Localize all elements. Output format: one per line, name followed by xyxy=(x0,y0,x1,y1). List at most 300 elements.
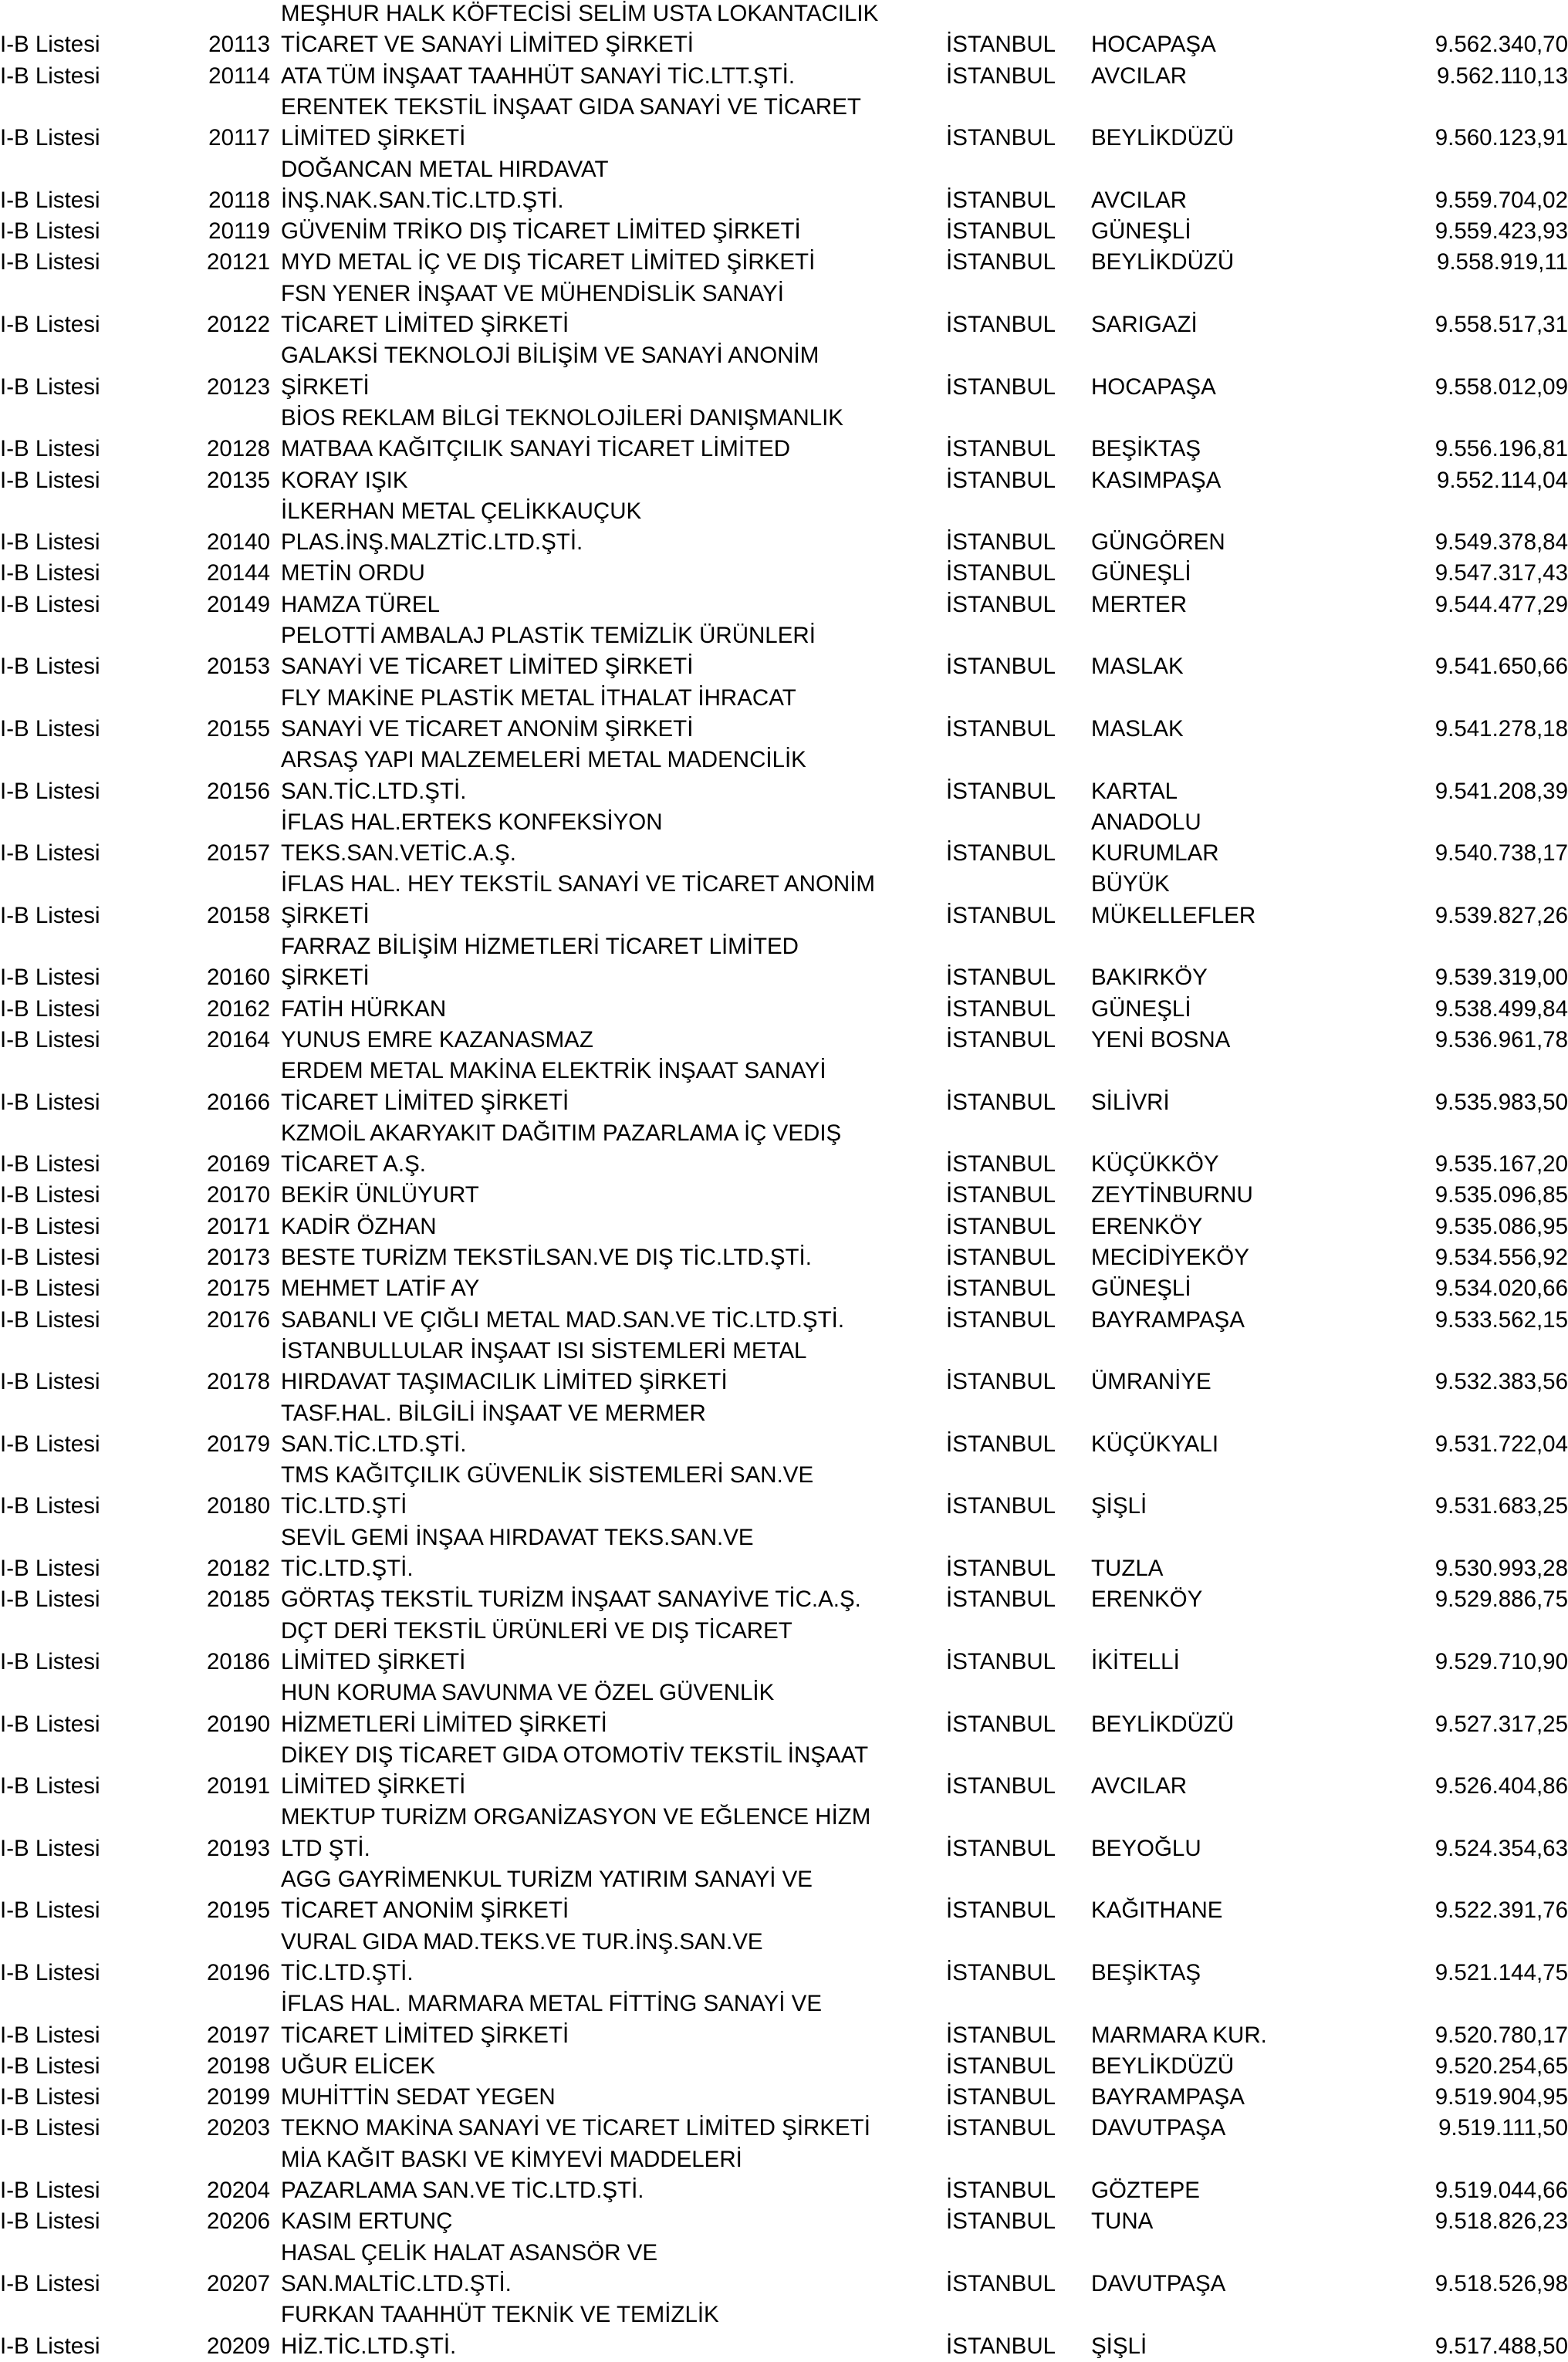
company-name-cell: ARSAŞ YAPI MALZEMELERİ METAL MADENCİLİK xyxy=(281,747,806,773)
city-cell: İSTANBUL xyxy=(946,1213,1056,1239)
list-cell: I-B Listesi xyxy=(0,1369,100,1395)
amount-cell-text: 9.562.340,70 xyxy=(1435,32,1568,58)
company-name-cell: FSN YENER İNŞAAT VE MÜHENDİSLİK SANAYİ xyxy=(281,280,784,306)
amount-cell-text: 9.519.904,95 xyxy=(1435,2084,1568,2110)
number-cell-text: 20195 xyxy=(206,1897,270,1924)
company-name-cell: HAMZA TÜREL xyxy=(281,591,440,617)
company-name-cell: ŞİRKETİ xyxy=(281,902,370,928)
company-name-cell: TMS KAĞITÇILIK GÜVENLİK SİSTEMLERİ SAN.VE xyxy=(281,1462,814,1488)
table-row xyxy=(0,1553,1568,1584)
company-name-cell: İFLAS HAL.ERTEKS KONFEKSİYON xyxy=(281,809,663,835)
list-cell: I-B Listesi xyxy=(0,2115,100,2141)
number-cell-text: 20173 xyxy=(206,1245,270,1270)
number-cell-text: 20113 xyxy=(208,32,270,58)
amount-cell-text: 9.552.114,04 xyxy=(1436,467,1568,493)
city-cell: İSTANBUL xyxy=(946,715,1056,742)
table-row xyxy=(0,1460,1568,1491)
table-row xyxy=(0,651,1568,682)
list-cell: I-B Listesi xyxy=(0,902,100,928)
district-cell: KASIMPAŞA xyxy=(1091,467,1222,493)
number-cell-text: 20140 xyxy=(206,529,270,556)
company-name-cell: İFLAS HAL. HEY TEKSTİL SANAYİ VE TİCARET ANONİM xyxy=(281,871,875,897)
amount-cell-text: 9.519.044,66 xyxy=(1435,2178,1568,2203)
number-cell-text: 20170 xyxy=(206,1182,270,1208)
company-name-cell: İNŞ.NAK.SAN.TİC.LTD.ŞTİ. xyxy=(281,187,564,213)
list-cell: I-B Listesi xyxy=(0,1648,100,1674)
table-row xyxy=(0,2020,1568,2051)
number-cell-text: 20166 xyxy=(206,1089,270,1115)
amount-cell-text: 9.534.556,92 xyxy=(1435,1245,1568,1270)
amount-cell-text: 9.518.826,23 xyxy=(1435,2208,1568,2235)
table-row xyxy=(0,2206,1568,2237)
list-cell: I-B Listesi xyxy=(0,2022,100,2048)
company-name-cell: DOĞANCAN METAL HIRDAVAT xyxy=(281,156,609,182)
amount-cell-text: 9.534.020,66 xyxy=(1435,1276,1568,1302)
table-row xyxy=(0,1989,1568,2019)
city-cell: İSTANBUL xyxy=(946,1431,1056,1457)
list-cell: I-B Listesi xyxy=(0,125,100,151)
company-name-cell: TİCARET VE SANAYİ LİMİTED ŞİRKETİ xyxy=(281,32,694,58)
company-name-cell: İLKERHAN METAL ÇELİKKAUÇUK xyxy=(281,498,642,524)
list-cell: I-B Listesi xyxy=(0,2053,100,2079)
company-name-cell: TİCARET LİMİTED ŞİRKETİ xyxy=(281,312,569,337)
amount-cell-text: 9.540.738,17 xyxy=(1435,840,1568,867)
amount-cell-text: 9.535.983,50 xyxy=(1435,1089,1568,1115)
city-cell: İSTANBUL xyxy=(946,1586,1056,1613)
amount-cell-text: 9.535.096,85 xyxy=(1435,1182,1568,1208)
table-row xyxy=(0,1616,1568,1647)
number-cell-text: 20169 xyxy=(206,1151,270,1178)
list-cell: I-B Listesi xyxy=(0,1835,100,1861)
company-name-cell: TİCARET ANONİM ŞİRKETİ xyxy=(281,1897,569,1924)
district-cell: ANADOLU xyxy=(1091,809,1201,835)
list-cell: I-B Listesi xyxy=(0,1276,100,1302)
district-cell: KÜÇÜKKÖY xyxy=(1091,1151,1219,1178)
table-row xyxy=(0,1056,1568,1086)
company-name-cell: ERDEM METAL MAKİNA ELEKTRİK İNŞAAT SANAYİ xyxy=(281,1058,826,1084)
list-cell: I-B Listesi xyxy=(0,32,100,58)
district-cell: GÜNEŞLİ xyxy=(1091,560,1191,586)
number-cell-text: 20185 xyxy=(206,1586,270,1613)
company-name-cell: İSTANBULLULAR İNŞAAT ISI SİSTEMLERİ METAL xyxy=(281,1337,807,1363)
amount-cell-text: 9.531.683,25 xyxy=(1435,1493,1568,1519)
table-row xyxy=(0,1740,1568,1771)
amount-cell-text: 9.556.196,81 xyxy=(1435,436,1568,462)
city-cell: İSTANBUL xyxy=(946,1369,1056,1395)
number-cell-text: 20180 xyxy=(206,1493,270,1519)
table-row xyxy=(0,2269,1568,2299)
list-cell: I-B Listesi xyxy=(0,218,100,245)
table-row xyxy=(0,185,1568,216)
district-cell: ERENKÖY xyxy=(1091,1213,1203,1239)
company-name-cell: UĞUR ELİCEK xyxy=(281,2053,435,2079)
table-row xyxy=(0,1149,1568,1180)
amount-cell-text: 9.527.317,25 xyxy=(1435,1711,1568,1737)
city-cell: İSTANBUL xyxy=(946,2208,1056,2235)
company-name-cell: MYD METAL İÇ VE DIŞ TİCARET LİMİTED ŞİRKETİ xyxy=(281,249,816,275)
table-row xyxy=(0,372,1568,403)
company-name-cell: GÜVENİM TRİKO DIŞ TİCARET LİMİTED ŞİRKETİ xyxy=(281,218,801,245)
table-row xyxy=(0,527,1568,558)
table-row xyxy=(0,683,1568,714)
company-name-cell: LİMİTED ŞİRKETİ xyxy=(281,1648,466,1674)
list-cell: I-B Listesi xyxy=(0,436,100,462)
district-cell: MASLAK xyxy=(1091,654,1184,680)
district-cell: MERTER xyxy=(1091,591,1188,617)
amount-cell-text: 9.558.012,09 xyxy=(1435,373,1568,400)
table-row xyxy=(0,620,1568,651)
city-cell: İSTANBUL xyxy=(946,1026,1056,1053)
table-row xyxy=(0,1927,1568,1958)
amount-cell-text: 9.532.383,56 xyxy=(1435,1369,1568,1395)
number-cell-text: 20121 xyxy=(206,249,270,275)
city-cell: İSTANBUL xyxy=(946,1711,1056,1737)
district-cell: KAĞITHANE xyxy=(1091,1897,1223,1924)
list-cell: I-B Listesi xyxy=(0,1026,100,1053)
company-name-cell: SAN.MALTİC.LTD.ŞTİ. xyxy=(281,2270,512,2296)
amount-cell-text: 9.558.517,31 xyxy=(1435,312,1568,337)
company-name-cell: BİOS REKLAM BİLGİ TEKNOLOJİLERİ DANIŞMANLIK xyxy=(281,404,843,431)
company-name-cell: TİCARET LİMİTED ŞİRKETİ xyxy=(281,2022,569,2048)
list-cell: I-B Listesi xyxy=(0,2270,100,2296)
city-cell: İSTANBUL xyxy=(946,995,1056,1022)
city-cell: İSTANBUL xyxy=(946,467,1056,493)
district-cell: BEŞİKTAŞ xyxy=(1091,1959,1201,1985)
list-cell: I-B Listesi xyxy=(0,840,100,867)
list-cell: I-B Listesi xyxy=(0,591,100,617)
table-row xyxy=(0,1833,1568,1864)
table-row xyxy=(0,1305,1568,1336)
city-cell: İSTANBUL xyxy=(946,2115,1056,2141)
list-cell: I-B Listesi xyxy=(0,2208,100,2235)
company-name-cell: TEKNO MAKİNA SANAYİ VE TİCARET LİMİTED ŞİRKETİ xyxy=(281,2115,870,2141)
table-row xyxy=(0,994,1568,1025)
list-cell: I-B Listesi xyxy=(0,1245,100,1270)
amount-cell-text: 9.559.423,93 xyxy=(1435,218,1568,245)
city-cell: İSTANBUL xyxy=(946,2022,1056,2048)
table-row xyxy=(0,247,1568,278)
number-cell-text: 20135 xyxy=(206,467,270,493)
amount-cell-text: 9.541.278,18 xyxy=(1435,715,1568,742)
number-cell-text: 20207 xyxy=(206,2270,270,2296)
table-row xyxy=(0,1180,1568,1211)
table-row xyxy=(0,309,1568,340)
city-cell: İSTANBUL xyxy=(946,1835,1056,1861)
amount-cell-text: 9.526.404,86 xyxy=(1435,1773,1568,1799)
company-name-cell: MEHMET LATİF AY xyxy=(281,1276,480,1302)
company-name-cell: MATBAA KAĞITÇILIK SANAYİ TİCARET LİMİTED xyxy=(281,436,791,462)
company-name-cell: KADİR ÖZHAN xyxy=(281,1213,437,1239)
table-row xyxy=(0,1958,1568,1989)
list-cell: I-B Listesi xyxy=(0,373,100,400)
company-name-cell: SEVİL GEMİ İNŞAA HIRDAVAT TEKS.SAN.VE xyxy=(281,1524,754,1550)
district-cell: KURUMLAR xyxy=(1091,840,1219,867)
company-name-cell: MUHİTTİN SEDAT YEGEN xyxy=(281,2084,556,2110)
company-name-cell: FARRAZ BİLİŞİM HİZMETLERİ TİCARET LİMİTED xyxy=(281,934,799,959)
company-name-cell: LTD ŞTİ. xyxy=(281,1835,370,1861)
company-name-cell: ŞİRKETİ xyxy=(281,965,370,991)
amount-cell-text: 9.535.086,95 xyxy=(1435,1213,1568,1239)
district-cell: TUNA xyxy=(1091,2208,1154,2235)
list-cell: I-B Listesi xyxy=(0,1711,100,1737)
list-cell: I-B Listesi xyxy=(0,249,100,275)
city-cell: İSTANBUL xyxy=(946,1897,1056,1924)
company-name-cell: LİMİTED ŞİRKETİ xyxy=(281,125,466,151)
number-cell-text: 20158 xyxy=(206,902,270,928)
company-name-cell: KZMOİL AKARYAKIT DAĞITIM PAZARLAMA İÇ VEDIŞ xyxy=(281,1120,842,1146)
number-cell-text: 20206 xyxy=(206,2208,270,2235)
amount-cell-text: 9.529.710,90 xyxy=(1435,1648,1568,1674)
table-row xyxy=(0,1678,1568,1708)
city-cell: İSTANBUL xyxy=(946,1276,1056,1302)
table-row xyxy=(0,1802,1568,1833)
number-cell-text: 20144 xyxy=(206,560,270,586)
city-cell: İSTANBUL xyxy=(946,654,1056,680)
list-cell: I-B Listesi xyxy=(0,1089,100,1115)
number-cell-text: 20186 xyxy=(206,1648,270,1674)
company-name-cell: SAN.TİC.LTD.ŞTİ. xyxy=(281,1431,467,1457)
table-row xyxy=(0,1087,1568,1118)
district-cell: ZEYTİNBURNU xyxy=(1091,1182,1253,1208)
city-cell: İSTANBUL xyxy=(946,436,1056,462)
list-cell: I-B Listesi xyxy=(0,560,100,586)
company-name-cell: FLY MAKİNE PLASTİK METAL İTHALAT İHRACAT xyxy=(281,684,796,711)
amount-cell-text: 9.541.208,39 xyxy=(1435,778,1568,804)
list-cell: I-B Listesi xyxy=(0,529,100,556)
number-cell-text: 20114 xyxy=(208,63,270,89)
amount-cell-text: 9.520.780,17 xyxy=(1435,2022,1568,2048)
table-row xyxy=(0,1025,1568,1056)
district-cell: DAVUTPAŞA xyxy=(1091,2115,1226,2141)
amount-cell-text: 9.520.254,65 xyxy=(1435,2053,1568,2079)
number-cell-text: 20197 xyxy=(206,2022,270,2048)
district-cell: AVCILAR xyxy=(1091,187,1188,213)
list-cell: I-B Listesi xyxy=(0,2178,100,2203)
district-cell: BAYRAMPAŞA xyxy=(1091,2084,1245,2110)
company-name-cell: MİA KAĞIT BASKI VE KİMYEVİ MADDELERİ xyxy=(281,2146,742,2172)
city-cell: İSTANBUL xyxy=(946,1648,1056,1674)
company-name-cell: HİZ.TİC.LTD.ŞTİ. xyxy=(281,2333,457,2359)
city-cell: İSTANBUL xyxy=(946,1959,1056,1985)
district-cell: ÜMRANİYE xyxy=(1091,1369,1211,1395)
table-row xyxy=(0,1709,1568,1740)
list-cell: I-B Listesi xyxy=(0,63,100,89)
company-name-cell: TİCARET A.Ş. xyxy=(281,1151,426,1178)
amount-cell-text: 9.519.111,50 xyxy=(1438,2115,1568,2141)
amount-cell-text: 9.559.704,02 xyxy=(1435,187,1568,213)
company-name-cell: SANAYİ VE TİCARET LİMİTED ŞİRKETİ xyxy=(281,654,694,680)
list-cell: I-B Listesi xyxy=(0,1959,100,1985)
number-cell-text: 20175 xyxy=(206,1276,270,1302)
amount-cell-text: 9.517.488,50 xyxy=(1435,2333,1568,2359)
table-row xyxy=(0,1242,1568,1273)
table-row xyxy=(0,434,1568,465)
city-cell: İSTANBUL xyxy=(946,1306,1056,1333)
table-row xyxy=(0,1367,1568,1397)
company-name-cell: HİZMETLERİ LİMİTED ŞİRKETİ xyxy=(281,1711,607,1737)
table-row xyxy=(0,1864,1568,1895)
company-name-cell: BEKİR ÜNLÜYURT xyxy=(281,1182,479,1208)
city-cell: İSTANBUL xyxy=(946,218,1056,245)
table-row xyxy=(0,838,1568,869)
list-cell: I-B Listesi xyxy=(0,1773,100,1799)
district-cell: MECİDİYEKÖY xyxy=(1091,1245,1249,1270)
table-row xyxy=(0,1647,1568,1678)
company-name-cell: HIRDAVAT TAŞIMACILIK LİMİTED ŞİRKETİ xyxy=(281,1369,728,1395)
list-cell: I-B Listesi xyxy=(0,1306,100,1333)
district-cell: ŞİŞLİ xyxy=(1091,2333,1147,2359)
list-cell: I-B Listesi xyxy=(0,1897,100,1924)
table-row xyxy=(0,1398,1568,1429)
district-cell: BEŞİKTAŞ xyxy=(1091,436,1201,462)
company-name-cell: MEŞHUR HALK KÖFTECİSİ SELİM USTA LOKANTACILIK xyxy=(281,1,879,26)
district-cell: ERENKÖY xyxy=(1091,1586,1203,1613)
amount-cell-text: 9.560.123,91 xyxy=(1435,125,1568,151)
amount-cell-text: 9.539.319,00 xyxy=(1435,965,1568,991)
district-cell: GÜNEŞLİ xyxy=(1091,1276,1191,1302)
table-row xyxy=(0,2238,1568,2269)
district-cell: KÜÇÜKYALI xyxy=(1091,1431,1219,1457)
table-row xyxy=(0,1895,1568,1926)
district-cell: SARIGAZİ xyxy=(1091,312,1198,337)
amount-cell-text: 9.521.144,75 xyxy=(1435,1959,1568,1985)
number-cell-text: 20157 xyxy=(206,840,270,867)
table-row xyxy=(0,2051,1568,2082)
company-name-cell: METİN ORDU xyxy=(281,560,425,586)
district-cell: GÜNGÖREN xyxy=(1091,529,1225,556)
district-cell: AVCILAR xyxy=(1091,1773,1188,1799)
table-row xyxy=(0,2175,1568,2206)
list-cell: I-B Listesi xyxy=(0,1431,100,1457)
number-cell-text: 20196 xyxy=(206,1959,270,1985)
city-cell: İSTANBUL xyxy=(946,1089,1056,1115)
table-row xyxy=(0,1771,1568,1802)
city-cell: İSTANBUL xyxy=(946,2084,1056,2110)
list-cell: I-B Listesi xyxy=(0,1151,100,1178)
amount-cell-text: 9.541.650,66 xyxy=(1435,654,1568,680)
amount-cell-text: 9.536.961,78 xyxy=(1435,1026,1568,1053)
table-row xyxy=(0,340,1568,371)
table-row xyxy=(0,1336,1568,1367)
number-cell-text: 20118 xyxy=(208,187,270,213)
company-name-cell: TİC.LTD.ŞTİ. xyxy=(281,1959,414,1985)
city-cell: İSTANBUL xyxy=(946,840,1056,867)
company-name-cell: YUNUS EMRE KAZANASMAZ xyxy=(281,1026,593,1053)
amount-cell-text: 9.535.167,20 xyxy=(1435,1151,1568,1178)
table-row xyxy=(0,1118,1568,1149)
city-cell: İSTANBUL xyxy=(946,1493,1056,1519)
company-name-cell: DÇT DERİ TEKSTİL ÜRÜNLERİ VE DIŞ TİCARET xyxy=(281,1617,792,1644)
district-cell: YENİ BOSNA xyxy=(1091,1026,1231,1053)
company-name-cell: MEKTUP TURİZM ORGANİZASYON VE EĞLENCE HİZM xyxy=(281,1804,871,1830)
table-row xyxy=(0,776,1568,807)
list-cell: I-B Listesi xyxy=(0,995,100,1022)
number-cell-text: 20156 xyxy=(206,778,270,804)
district-cell: GÖZTEPE xyxy=(1091,2178,1200,2203)
company-name-cell: KASIM ERTUNÇ xyxy=(281,2208,453,2235)
city-cell: İSTANBUL xyxy=(946,560,1056,586)
amount-cell-text: 9.544.477,29 xyxy=(1435,591,1568,617)
district-cell: BÜYÜK xyxy=(1091,871,1170,897)
table-row xyxy=(0,0,1568,29)
table-row xyxy=(0,962,1568,993)
district-cell: HOCAPAŞA xyxy=(1091,32,1216,58)
city-cell: İSTANBUL xyxy=(946,778,1056,804)
number-cell-text: 20198 xyxy=(206,2053,270,2079)
amount-cell-text: 9.522.391,76 xyxy=(1435,1897,1568,1924)
amount-cell-text: 9.539.827,26 xyxy=(1435,902,1568,928)
amount-cell-text: 9.531.722,04 xyxy=(1435,1431,1568,1457)
list-cell: I-B Listesi xyxy=(0,1213,100,1239)
district-cell: HOCAPAŞA xyxy=(1091,373,1216,400)
number-cell-text: 20203 xyxy=(206,2115,270,2141)
number-cell-text: 20179 xyxy=(206,1431,270,1457)
list-cell: I-B Listesi xyxy=(0,2333,100,2359)
list-cell: I-B Listesi xyxy=(0,187,100,213)
company-name-cell: İFLAS HAL. MARMARA METAL FİTTİNG SANAYİ VE xyxy=(281,1991,823,2017)
number-cell-text: 20164 xyxy=(206,1026,270,1053)
city-cell: İSTANBUL xyxy=(946,312,1056,337)
list-cell: I-B Listesi xyxy=(0,312,100,337)
amount-cell-text: 9.530.993,28 xyxy=(1435,1556,1568,1581)
company-name-cell: TASF.HAL. BİLGİLİ İNŞAAT VE MERMER xyxy=(281,1400,706,1426)
company-name-cell: HASAL ÇELİK HALAT ASANSÖR VE xyxy=(281,2239,658,2266)
city-cell: İSTANBUL xyxy=(946,1182,1056,1208)
number-cell-text: 20155 xyxy=(206,715,270,742)
district-cell: ŞİŞLİ xyxy=(1091,1493,1147,1519)
amount-cell-text: 9.547.317,43 xyxy=(1435,560,1568,586)
number-cell-text: 20162 xyxy=(206,995,270,1022)
table-row xyxy=(0,714,1568,745)
number-cell-text: 20182 xyxy=(206,1556,270,1581)
amount-cell-text: 9.518.526,98 xyxy=(1435,2270,1568,2296)
list-cell: I-B Listesi xyxy=(0,965,100,991)
table-row xyxy=(0,279,1568,309)
district-cell: BEYOĞLU xyxy=(1091,1835,1201,1861)
district-cell: BEYLİKDÜZÜ xyxy=(1091,2053,1235,2079)
list-cell: I-B Listesi xyxy=(0,467,100,493)
table-row xyxy=(0,869,1568,900)
company-name-cell: SANAYİ VE TİCARET ANONİM ŞİRKETİ xyxy=(281,715,694,742)
city-cell: İSTANBUL xyxy=(946,591,1056,617)
list-cell: I-B Listesi xyxy=(0,2084,100,2110)
city-cell: İSTANBUL xyxy=(946,187,1056,213)
table-row xyxy=(0,1584,1568,1615)
table-row xyxy=(0,123,1568,154)
company-name-cell: PLAS.İNŞ.MALZTİC.LTD.ŞTİ. xyxy=(281,529,583,556)
company-name-cell: TİC.LTD.ŞTİ xyxy=(281,1493,407,1519)
company-name-cell: KORAY IŞIK xyxy=(281,467,408,493)
table-row xyxy=(0,558,1568,589)
company-name-cell: HUN KORUMA SAVUNMA VE ÖZEL GÜVENLİK xyxy=(281,1680,775,1706)
list-cell: I-B Listesi xyxy=(0,1493,100,1519)
city-cell: İSTANBUL xyxy=(946,529,1056,556)
company-name-cell: ERENTEK TEKSTİL İNŞAAT GIDA SANAYİ VE TİCARET xyxy=(281,93,861,120)
company-name-cell: DİKEY DIŞ TİCARET GIDA OTOMOTİV TEKSTİL İNŞAAT xyxy=(281,1742,869,1768)
district-cell: GÜNEŞLİ xyxy=(1091,995,1191,1022)
table-row xyxy=(0,931,1568,962)
district-cell: DAVUTPAŞA xyxy=(1091,2270,1226,2296)
company-name-cell: AGG GAYRİMENKUL TURİZM YATIRIM SANAYİ VE xyxy=(281,1867,813,1892)
city-cell: İSTANBUL xyxy=(946,32,1056,58)
district-cell: MÜKELLEFLER xyxy=(1091,902,1256,928)
company-name-cell: ATA TÜM İNŞAAT TAAHHÜT SANAYİ TİC.LTT.ŞTİ. xyxy=(281,63,796,89)
city-cell: İSTANBUL xyxy=(946,373,1056,400)
city-cell: İSTANBUL xyxy=(946,2178,1056,2203)
number-cell-text: 20193 xyxy=(206,1835,270,1861)
district-cell: BEYLİKDÜZÜ xyxy=(1091,125,1235,151)
table-row xyxy=(0,1273,1568,1304)
